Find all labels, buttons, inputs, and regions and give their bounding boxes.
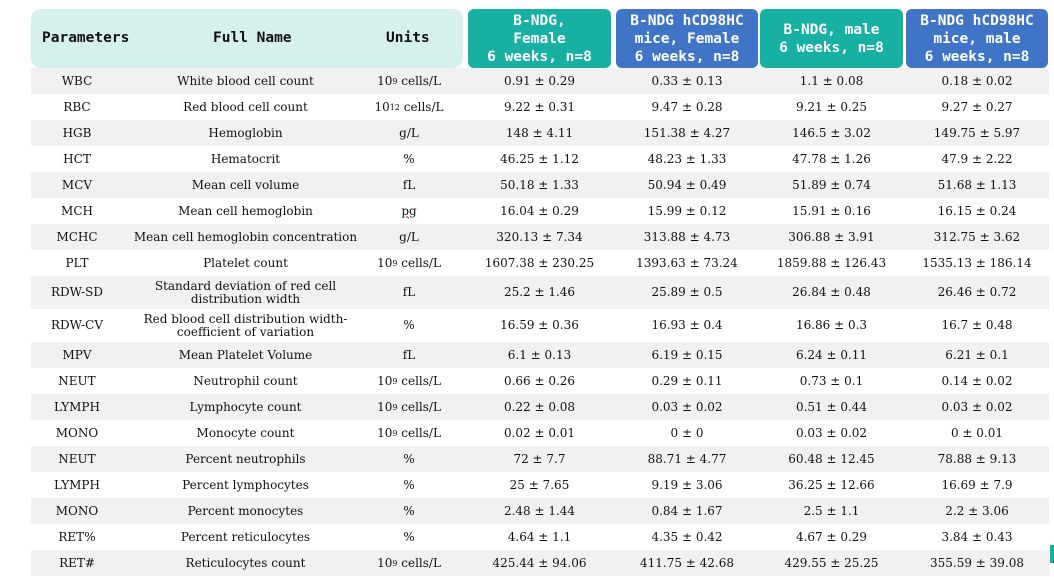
header-line: B-NDG,	[513, 12, 566, 29]
value-cell: 6.21 ± 0.1	[945, 347, 1009, 362]
table-row	[31, 420, 1049, 446]
hematology-table	[31, 9, 1049, 576]
table-row	[31, 446, 1049, 472]
param-cell: RBC	[63, 99, 91, 114]
unit-cell	[363, 368, 455, 394]
unit-base: 10	[377, 255, 393, 270]
table-row	[31, 146, 1049, 172]
value-cell: 6.1 ± 0.13	[507, 347, 572, 362]
unit-cell	[363, 276, 455, 309]
header-group-bndg-male	[760, 9, 903, 68]
value-cell: 1535.13 ± 186.14	[922, 255, 1032, 270]
value-cell: 78.88 ± 9.13	[937, 451, 1017, 466]
full-name-cell: Percent lymphocytes	[182, 477, 309, 492]
value-cell: 16.04 ± 0.29	[500, 203, 579, 218]
value-cell: 47.78 ± 1.26	[792, 151, 871, 166]
unit-cell	[363, 172, 455, 198]
unit-rest: cells/L	[397, 425, 441, 440]
value-cell: 425.44 ± 94.06	[492, 555, 587, 570]
value-cell: 0 ± 0.01	[950, 425, 1004, 440]
table-row	[31, 498, 1049, 524]
unit-exponent: 12	[389, 102, 400, 112]
unit-cell	[363, 550, 455, 576]
value-cell: 36.25 ± 12.66	[788, 477, 875, 492]
value-cell: 0.03 ± 0.02	[941, 399, 1013, 414]
value-cell: 0.14 ± 0.02	[941, 373, 1013, 388]
unit-text: %	[403, 451, 415, 466]
header-line: B-NDG, male	[783, 21, 880, 38]
unit-cell	[363, 68, 455, 94]
value-cell: 9.27 ± 0.27	[941, 99, 1013, 114]
unit-exponent: 9	[392, 428, 398, 438]
value-cell: 306.88 ± 3.91	[788, 229, 875, 244]
full-name-cell: Monocyte count	[196, 425, 295, 440]
header-group-hcd98hc-male	[906, 9, 1048, 68]
full-name-cell: Mean cell volume	[191, 177, 300, 192]
value-cell: 25.2 ± 1.46	[503, 285, 576, 299]
param-cell: RET%	[58, 529, 96, 544]
table-row	[31, 68, 1049, 94]
full-name-cell: Neutrophil count	[193, 373, 298, 388]
value-cell: 16.69 ± 7.9	[941, 477, 1013, 492]
param-cell: MCV	[61, 177, 93, 192]
table-row	[31, 342, 1049, 368]
header-line: mice, male	[933, 30, 1021, 47]
unit-text: pg	[401, 203, 417, 218]
full-name-cell: Mean cell hemoglobin	[178, 203, 313, 218]
value-cell: 313.88 ± 4.73	[643, 229, 731, 244]
param-cell: WBC	[61, 73, 93, 88]
header-line: 6 weeks, n=8	[634, 48, 740, 65]
unit-exponent: 9	[392, 402, 398, 412]
value-cell: 0.51 ± 0.44	[795, 399, 868, 414]
value-cell: 9.21 ± 0.25	[795, 99, 868, 114]
unit-text: fL	[402, 177, 416, 192]
unit-base: 10	[377, 425, 393, 440]
value-cell: 0.03 ± 0.02	[795, 425, 868, 440]
value-cell: 1.1 ± 0.08	[799, 73, 864, 88]
value-cell: 50.94 ± 0.49	[647, 177, 727, 192]
value-cell: 48.23 ± 1.33	[647, 151, 727, 166]
value-cell: 6.19 ± 0.15	[651, 347, 723, 362]
unit-base: 10	[377, 399, 393, 414]
full-name-cell: Mean Platelet Volume	[178, 347, 313, 362]
param-cell: MCHC	[56, 229, 98, 244]
value-cell: 25.89 ± 0.5	[651, 285, 723, 299]
value-cell: 6.24 ± 0.11	[795, 347, 868, 362]
value-cell: 1607.38 ± 230.25	[484, 255, 595, 270]
param-cell: MONO	[55, 503, 99, 518]
value-cell: 2.5 ± 1.1	[803, 503, 860, 518]
full-name-cell: Percent reticulocytes	[180, 529, 311, 544]
unit-cell	[363, 498, 455, 524]
unit-text: %	[403, 503, 415, 518]
full-name-cell: Percent monocytes	[187, 503, 304, 518]
value-cell: 16.7 ± 0.48	[941, 318, 1013, 332]
value-cell: 60.48 ± 12.45	[788, 451, 875, 466]
value-cell: 1393.63 ± 73.24	[636, 255, 738, 270]
param-cell: RET#	[59, 555, 95, 570]
unit-cell	[363, 394, 455, 420]
header-line: mice, Female	[634, 30, 740, 47]
header-line: 6 weeks, n=8	[487, 48, 592, 65]
value-cell: 4.64 ± 1.1	[507, 529, 572, 544]
header-units: Units	[386, 30, 430, 46]
unit-text: %	[403, 529, 415, 544]
value-cell: 47.9 ± 2.22	[941, 151, 1013, 166]
unit-base: 10	[374, 99, 390, 114]
unit-cell	[363, 146, 455, 172]
unit-cell	[363, 224, 455, 250]
unit-cell	[363, 198, 455, 224]
value-cell: 0.29 ± 0.11	[651, 373, 723, 388]
unit-rest: cells/L	[397, 255, 441, 270]
table-row	[31, 524, 1049, 550]
value-cell: 0.84 ± 1.67	[651, 503, 723, 518]
value-cell: 16.86 ± 0.3	[795, 318, 868, 332]
value-cell: 148 ± 4.11	[505, 125, 574, 140]
value-cell: 0.03 ± 0.02	[651, 399, 723, 414]
param-cell: HGB	[62, 125, 92, 140]
value-cell: 146.5 ± 3.02	[792, 125, 871, 140]
value-cell: 2.48 ± 1.44	[503, 503, 576, 518]
value-cell: 1859.88 ± 126.43	[776, 255, 887, 270]
table-row	[31, 120, 1049, 146]
unit-rest: cells/L	[399, 99, 444, 114]
header-group-bndg-female	[468, 9, 611, 68]
value-cell: 320.13 ± 7.34	[496, 229, 583, 244]
full-name-cell: Hemoglobin	[208, 125, 283, 140]
table-row	[31, 250, 1049, 276]
param-cell: LYMPH	[54, 477, 100, 492]
header-parameters: Parameters	[42, 30, 130, 46]
header-line: 6 weeks, n=8	[779, 39, 884, 56]
table-body	[31, 68, 1049, 576]
full-name-cell: Lymphocyte count	[189, 399, 302, 414]
header-group-hcd98hc-female	[616, 9, 758, 68]
unit-base: 10	[377, 73, 393, 88]
full-name-cell: Red blood cell distribution width-coefficient of variation	[143, 311, 348, 339]
value-cell: 0 ± 0	[670, 425, 704, 440]
value-cell: 3.84 ± 0.43	[941, 529, 1013, 544]
param-cell: MCH	[61, 203, 93, 218]
value-cell: 0.02 ± 0.01	[503, 425, 576, 440]
full-name-cell: Reticulocytes count	[185, 555, 306, 570]
table-row	[31, 550, 1049, 576]
value-cell: 4.67 ± 0.29	[795, 529, 868, 544]
unit-text: fL	[402, 285, 416, 299]
param-cell: MPV	[62, 347, 92, 362]
table-row	[31, 94, 1049, 120]
value-cell: 0.33 ± 0.13	[651, 73, 723, 88]
value-cell: 51.89 ± 0.74	[792, 177, 871, 192]
unit-base: 10	[377, 373, 393, 388]
full-name-cell: Platelet count	[203, 255, 288, 270]
unit-cell	[363, 250, 455, 276]
value-cell: 26.84 ± 0.48	[792, 285, 871, 299]
value-cell: 15.91 ± 0.16	[792, 203, 871, 218]
unit-cell	[363, 120, 455, 146]
table-row	[31, 198, 1049, 224]
unit-exponent: 9	[392, 376, 398, 386]
full-name-cell: Mean cell hemoglobin concentration	[133, 229, 358, 244]
param-cell: NEUT	[58, 373, 96, 388]
full-name-cell: Percent neutrophils	[185, 451, 306, 466]
value-cell: 149.75 ± 5.97	[933, 125, 1021, 140]
param-cell: HCT	[63, 151, 91, 166]
value-cell: 72 ± 7.7	[513, 451, 566, 466]
unit-cell	[363, 94, 455, 120]
unit-rest: cells/L	[397, 373, 441, 388]
param-cell: NEUT	[58, 451, 96, 466]
value-cell: 15.99 ± 0.12	[647, 203, 727, 218]
unit-cell	[363, 446, 455, 472]
unit-base: 10	[377, 555, 393, 570]
header-line: 6 weeks, n=8	[924, 48, 1030, 65]
table-row	[31, 309, 1049, 342]
value-cell: 0.66 ± 0.26	[503, 373, 576, 388]
value-cell: 46.25 ± 1.12	[500, 151, 579, 166]
value-cell: 16.15 ± 0.24	[937, 203, 1017, 218]
unit-text: fL	[402, 347, 416, 362]
table-row	[31, 276, 1049, 309]
param-cell: RDW-SD	[50, 285, 103, 299]
value-cell: 0.73 ± 0.1	[799, 373, 864, 388]
unit-text: g/L	[399, 229, 419, 244]
table-row	[31, 368, 1049, 394]
edge-accent	[1050, 545, 1054, 563]
unit-exponent: 9	[392, 76, 398, 86]
value-cell: 26.46 ± 0.72	[937, 285, 1017, 299]
value-cell: 51.68 ± 1.13	[937, 177, 1017, 192]
header-line: B-NDG hCD98HC	[920, 12, 1034, 29]
unit-cell	[363, 420, 455, 446]
param-cell: MONO	[55, 425, 99, 440]
value-cell: 25 ± 7.65	[509, 477, 570, 492]
value-cell: 50.18 ± 1.33	[500, 177, 579, 192]
table-header	[31, 9, 1049, 68]
unit-cell	[363, 524, 455, 550]
unit-text: %	[403, 318, 415, 332]
header-line: Female	[513, 30, 566, 47]
value-cell: 151.38 ± 4.27	[643, 125, 731, 140]
value-cell: 88.71 ± 4.77	[647, 451, 727, 466]
value-cell: 0.91 ± 0.29	[503, 73, 576, 88]
header-full-name: Full Name	[213, 30, 292, 46]
unit-cell	[363, 309, 455, 342]
param-cell: LYMPH	[54, 399, 100, 414]
unit-cell	[363, 342, 455, 368]
param-cell: PLT	[65, 255, 89, 270]
value-cell: 0.18 ± 0.02	[941, 73, 1013, 88]
value-cell: 4.35 ± 0.42	[651, 529, 723, 544]
header-line: B-NDG hCD98HC	[630, 12, 744, 29]
unit-cell	[363, 472, 455, 498]
header-left-band	[31, 9, 463, 68]
table-row	[31, 394, 1049, 420]
value-cell: 9.19 ± 3.06	[651, 477, 723, 492]
value-cell: 2.2 ± 3.06	[945, 503, 1009, 518]
unit-exponent: 9	[392, 258, 398, 268]
unit-rest: cells/L	[397, 399, 441, 414]
value-cell: 411.75 ± 42.68	[639, 555, 735, 570]
value-cell: 16.93 ± 0.4	[651, 318, 723, 332]
table-row	[31, 172, 1049, 198]
unit-rest: cells/L	[397, 555, 441, 570]
table-row	[31, 472, 1049, 498]
unit-exponent: 9	[392, 558, 398, 568]
value-cell: 312.75 ± 3.62	[933, 229, 1021, 244]
unit-text: %	[403, 151, 415, 166]
value-cell: 0.22 ± 0.08	[503, 399, 576, 414]
full-name-cell: Standard deviation of red cell distribution width	[154, 278, 337, 306]
unit-text: g/L	[399, 125, 419, 140]
param-cell: RDW-CV	[50, 318, 104, 332]
value-cell: 16.59 ± 0.36	[500, 318, 579, 332]
full-name-cell: Red blood cell count	[183, 99, 308, 114]
table-row	[31, 224, 1049, 250]
full-name-cell: Hematocrit	[210, 151, 281, 166]
value-cell: 429.55 ± 25.25	[784, 555, 879, 570]
value-cell: 9.47 ± 0.28	[651, 99, 723, 114]
full-name-cell: White blood cell count	[177, 73, 314, 88]
value-cell: 355.59 ± 39.08	[929, 555, 1025, 570]
value-cell: 9.22 ± 0.31	[503, 99, 576, 114]
unit-rest: cells/L	[397, 73, 441, 88]
unit-text: %	[403, 477, 415, 492]
